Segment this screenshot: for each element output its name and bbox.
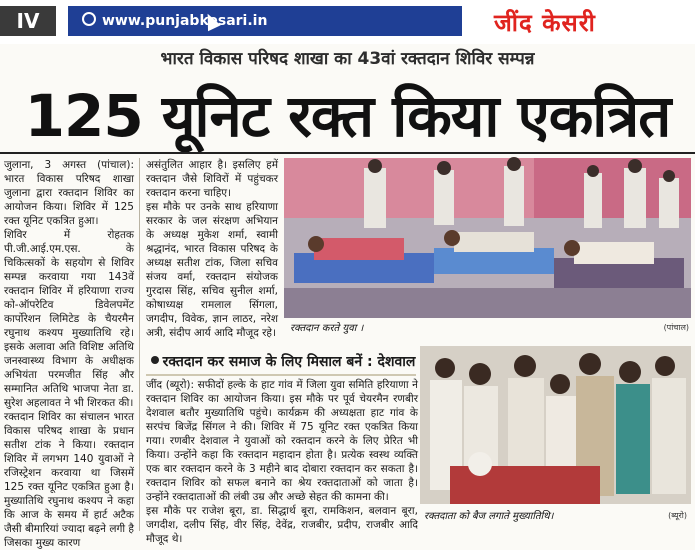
article1-photo-credit: (पांचाल)	[663, 323, 689, 332]
article2-headline	[146, 350, 416, 376]
article2-para1: जींद (ब्यूरो): सफीदों हल्के के हाट गांव में जिला युवा समिति हरियाणा ने रक्तदान शिविर का आयोजन किया। इस मौके पर पूर्व चेयरमैन रणबीर देशवाल बतौर मुख्यातिथि पहुंचे। कार्यक्रम की अध्यक्षता हाट गांव के सरपंच बिजेंद्र सिंगल ने की। शिविर में 75 यूनिट रक्त एकत्रित किया गया। रणबीर देशवाल ने युवाओं को रक्तदान करने के लिए प्रेरित भी किया। उन्होंने कहा कि रक्तदान महादान होता है। प्रत्येक स्वस्थ व्यक्ति एक बार रक्तदान करने के 3 महीने बाद दोबारा रक्तदान कर सकता है। रक्तदान शिविर को सफल बनाने का श्रेय रक्तदाताओं को जाता है। उन्होंने रक्तदाताओं की लंबी उम्र और अच्छे सेहत की कामना की।	[146, 379, 418, 503]
website-url: www.punjabkesari.in	[102, 13, 268, 29]
article1-headline: 125 यूनिट रक्त किया एकत्रित	[24, 82, 671, 150]
globe-icon	[82, 12, 96, 26]
article2-photo-caption: रक्तदाता को बैज लगाते मुख्यातिथि।	[424, 511, 554, 522]
article2-body	[146, 378, 418, 545]
article1-col1-para2: शिविर में रोहतक पी.जी.आई.एम.एस. के चिकित्सकों के सहयोग से शिविर सम्पन्न करवाया गया 143वें रक्तदान शिविर में हरियाणा राज्य को-ऑपरेटिव डिवेलपमेंट कार्पोरेशन लिमिटेड के चैयरमैन रघुनाथ कश्यप मुख्यातिथि रहे। इसके अलावा अति विशिष्ट अतिथि जनस्वास्थ्य विभाग के अधीक्षक अभियंता परमजीत सिंह और सम्मानित अतिथि भाजपा नेता डा. सुरेश अहलावत ने भी शिरकत की।	[4, 229, 134, 409]
article1-photo-caption: रक्तदान करते युवा ।	[290, 323, 364, 334]
masthead-bar	[0, 0, 695, 44]
column-divider	[139, 158, 140, 531]
article1-kicker: भारत विकास परिषद शाखा का 43वां रक्तदान शिविर सम्पन्न	[160, 49, 535, 69]
article2-headline-text: रक्तदान कर समाज के लिए मिसाल बनें : देशवाल	[162, 354, 416, 370]
article1-col1-para1: जुलाना, 3 अगस्त (पांचाल): भारत विकास परिषद शाखा जुलाना द्वारा रक्तदान शिविर का आयोजन किया। शिविर में 125 रक्त यूनिट एकत्रित हुआ।	[4, 159, 134, 227]
article2-photo	[420, 346, 691, 504]
page-number: IV	[0, 6, 56, 36]
website-banner	[68, 6, 462, 36]
badge-ceremony-photo	[420, 346, 691, 504]
bullet-icon	[151, 356, 159, 364]
article1-column2	[146, 158, 278, 348]
article1-column1	[4, 158, 135, 549]
article2-para2: इस मौके पर राजेश बूरा, डा. सिद्धार्थ बूरा, रामकिशन, बलवान बूरा, जगदीश, दलीप सिंह, वीर सिंह, देवेंद्र, राजबीर, प्रदीप, राजबीर आदि मौजूद थे।	[146, 505, 418, 545]
blood-donation-photo	[284, 158, 691, 318]
article2-photo-credit: (ब्यूरो)	[668, 511, 687, 520]
article1-col2-para2: इस मौके पर उनके साथ हरियाणा सरकार के जल संरक्षण अभियान के अध्यक्ष मुकेश शर्मा, स्वामी श्रद्धानंद, भारत विकास परिषद के अध्यक्ष सतीश टांक, जिला सचिव संजय वर्मा, रक्तदान संयोजक गुरदास सिंह, सचिव सुनील शर्मा, कोषाध्यक्ष रामलाल सिंगला, जगदीप, विवेक, ज्ञान लाठर, नरेश अत्री, संदीप आर्य आदि मौजूद रहे।	[146, 201, 278, 339]
headline-rule	[0, 152, 695, 154]
article1-col2-para1: असंतुलित आहार है। इसलिए हमें रक्तदान जैसे शिविरों में पहुंचकर रक्तदान करना चाहिए।	[146, 159, 278, 199]
article1-col1-para3: रक्तदान शिविर का संचालन भारत विकास परिषद शाखा के प्रधान सतीश टांक ने किया। रक्तदान शिविर में लगभग 140 युवाओं ने रजिस्ट्रेशन करवाया था जिसमें 125 रक्त यूनिट एकत्रित हुआ है। मुख्यातिथि रघुनाथ कश्यप ने कहा कि आज के समय में हार्ट अटैक जैसी बीमारियां ज्यादा बढ़ने लगी है जिसका मुख्य कारण	[4, 411, 135, 549]
edition-logo: जींद केसरी	[494, 8, 596, 37]
article1-photo	[284, 158, 691, 318]
